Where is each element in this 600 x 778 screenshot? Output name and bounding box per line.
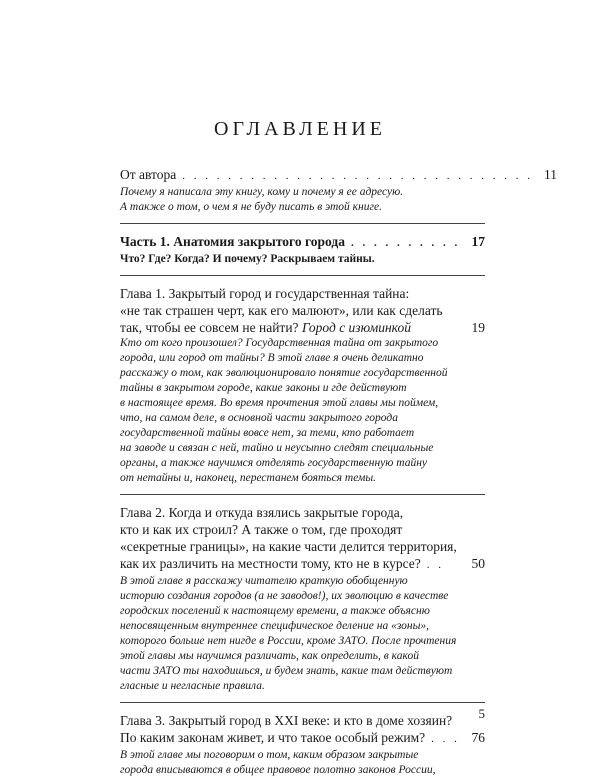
toc-entry-description: этой главы мы научимся различать, как определить, в какой — [120, 650, 419, 662]
toc-entry-author — [120, 166, 558, 215]
dot-leader: . . . — [431, 733, 460, 745]
toc-entry-title-line: «не так страшен черт, как его малюют», или как сделать — [120, 303, 443, 318]
toc-entry-chapter-3 — [120, 712, 485, 778]
page-number: 5 — [478, 706, 485, 721]
toc-entry-description: которого больше нет нигде в России, кроме ЗАТО. После прочтения — [120, 635, 457, 647]
toc-entry-description: Почему я написала эту книгу, кому и почему я ее адресую. — [120, 186, 404, 198]
toc-page-number: 19 — [471, 320, 485, 335]
toc-entry-description: государственной тайны вовсе нет, за теми, кто работает — [120, 427, 415, 439]
toc-entry-description: на заводе и связан с ней, тайно и неусыпно следят специальные — [120, 442, 434, 454]
toc-entry-subtitle: Что? Где? Когда? И почему? Раскрываем тайны. — [120, 253, 375, 265]
divider — [120, 223, 485, 224]
toc-entry-description: городских поселений к настоящему времени, а также объясню — [120, 605, 430, 617]
dot-leader: . . — [426, 559, 445, 571]
toc-entry-chapter-2 — [120, 504, 485, 694]
toc-entry-title-row — [120, 233, 485, 252]
toc-entry-title-line: Глава 3. Закрытый город в XXI веке: и кто в доме хозяин? — [120, 713, 453, 728]
toc-entry-description: А также о том, о чем я не буду писать в этой книге. — [120, 201, 382, 213]
toc-entry-description: города, или город от тайны? В этой главе я очень деликатно — [120, 352, 424, 364]
toc-entry-description: расскажу о том, как эволюционировало понятие государственной — [120, 367, 448, 379]
toc-entry-title: Часть 1. Анатомия закрытого города — [120, 234, 345, 249]
toc-entry-title-row — [120, 319, 485, 336]
toc-entry-description: в настоящее время. Во время прочтения этой главы мы поймем, — [120, 397, 439, 409]
toc-entry-title-italic: Город с изюминкой — [301, 320, 411, 335]
toc-page-number: 17 — [471, 234, 485, 249]
toc-entry-title-line: Глава 2. Когда и откуда взялись закрытые города, — [120, 505, 404, 520]
toc-entry-title-line: кто и как их строил? А также о том, где проходят — [120, 522, 403, 537]
divider — [120, 494, 485, 495]
toc-entry-title-row — [120, 555, 485, 574]
toc-page-number: 11 — [544, 167, 558, 182]
toc-entry-chapter-1 — [120, 285, 485, 486]
toc-page-number: 50 — [471, 556, 485, 571]
toc-entry-title-line: так, чтобы ее совсем не найти? Город с изюминкой — [120, 320, 411, 335]
toc-entry-description: гласные и негласные правила. — [120, 680, 265, 692]
toc-entry-description: части ЗАТО ты находишься, и будем знать, какие там действуют — [120, 665, 453, 677]
divider — [120, 702, 485, 703]
toc-entry-title-line: как их различить на местности тому, кто не в курсе? — [120, 556, 421, 571]
toc-entry-description: города вписываются в общее правовое полотно законов России, — [120, 764, 436, 776]
toc-entry-description: тайны в закрытом городе, какие законы и где действуют — [120, 382, 407, 394]
toc-entry-title: От автора — [120, 167, 177, 182]
toc-entry-description: историю создания городов (а не заводов!), их эволюцию в качестве — [120, 590, 449, 602]
toc-entry-description: В этой главе я расскажу читателю краткую обобщенную — [120, 575, 408, 587]
toc-entry-description: от нетайны и, наконец, перестанем бояться темы. — [120, 472, 377, 484]
toc-entry-title-row — [120, 729, 485, 748]
toc-entry-part-1 — [120, 233, 485, 267]
toc-entry-title-line: «секретные границы», на какие части делится территория, — [120, 539, 457, 554]
divider — [120, 275, 485, 276]
table-of-contents — [120, 166, 558, 778]
toc-entry-description: органы, а также научимся отделять государственную тайну — [120, 457, 428, 469]
toc-entry-title-line: Глава 1. Закрытый город и государственная тайна: — [120, 286, 410, 301]
toc-entry-description: Кто от кого произошел? Государственная тайна от закрытого — [120, 337, 439, 349]
toc-entry-title-line: По каким законам живет, и что такое особый режим? — [120, 730, 426, 745]
page-title: ОГЛАВЛЕНИЕ — [214, 118, 386, 140]
toc-entry-title-row — [120, 166, 558, 185]
toc-entry-description: непосвященным внутреннее специфическое деление на «зоны», — [120, 620, 430, 632]
toc-entry-description: что, на самом деле, в основной части закрытого города — [120, 412, 398, 424]
dot-leader: . . . . . . . . . . — [350, 237, 461, 249]
toc-page-number: 76 — [471, 730, 485, 745]
toc-entry-description: В этой главе мы поговорим о том, каким образом закрытые — [120, 749, 419, 761]
dot-leader: . . . . . . . . . . . . . . . . . . . . . . . . . . . . . . . — [182, 170, 534, 182]
